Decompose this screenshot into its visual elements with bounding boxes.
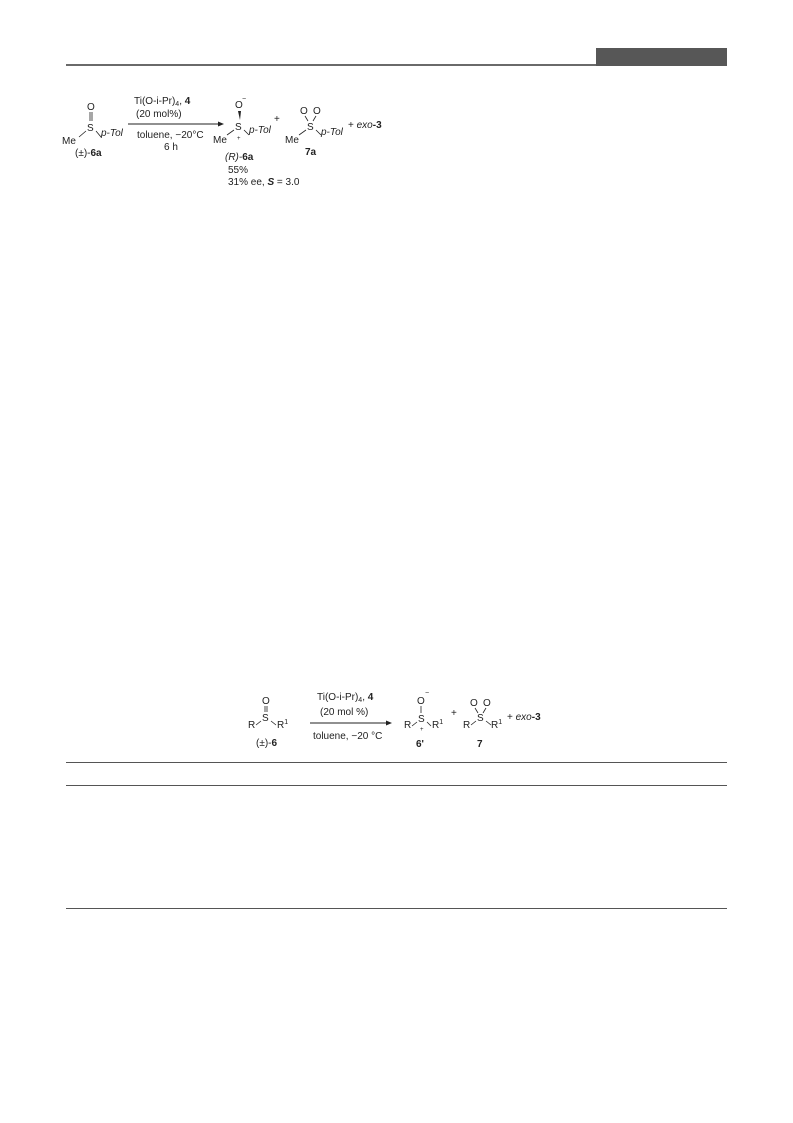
product-label: (R)-6a <box>225 152 254 163</box>
product-oxygen: O <box>235 100 243 111</box>
reagent-solvent: toluene, −20 °C <box>313 731 383 742</box>
reaction-scheme-2 <box>240 686 570 758</box>
reactant-sulfur: S <box>262 713 269 724</box>
reagent-time: 6 h <box>164 142 178 153</box>
product-charge-plus: + <box>237 136 241 142</box>
s-r1-bond <box>271 721 276 725</box>
reaction-scheme-2-svg <box>240 686 570 758</box>
product-charge-minus: − <box>242 96 247 103</box>
table-top-rule <box>66 762 727 763</box>
sulfone-oxygen-2: O <box>313 106 321 117</box>
product-ee: 31% ee, S = 3.0 <box>228 177 300 188</box>
reactant-me: Me <box>62 136 76 147</box>
product-charge-minus: − <box>425 690 430 697</box>
reactant-r: R <box>248 720 256 731</box>
sulfone-label: 7 <box>477 739 483 750</box>
sulfone-sulfur: S <box>307 122 314 133</box>
reactant-oxygen: O <box>87 102 95 113</box>
sulfone-label: 7a <box>305 147 317 158</box>
reaction-scheme-1 <box>60 88 400 200</box>
product-sulfur: S <box>418 714 425 725</box>
product-ptol: p-Tol <box>249 125 271 136</box>
reagent-catalyst: $Ti(O-i-Pr)_4$, 4 <box>134 96 191 108</box>
byproduct: + exo-3 <box>348 120 382 131</box>
product-sulfur: S <box>235 122 242 133</box>
sulfone-sulfur: S <box>477 713 484 724</box>
reagent-loading: (20 mol%) <box>136 109 182 120</box>
reactant-label: (±)-6a <box>75 148 102 159</box>
sulfone-r: R <box>463 720 471 731</box>
plus-sign: + <box>451 708 457 719</box>
reactant-r1: $R^1$ <box>277 719 289 731</box>
reaction-arrow-head <box>218 122 224 127</box>
sulfone-r-bond <box>471 721 476 725</box>
s-me-bond <box>79 131 86 137</box>
reaction-arrow-head <box>386 721 392 726</box>
header-tab <box>596 48 727 66</box>
sulfone-ptol: p-Tol <box>321 127 343 138</box>
product-yield: 55% <box>228 165 249 176</box>
product-s-r1-bond <box>427 722 431 726</box>
sulfone-oxygen-1: O <box>300 106 308 117</box>
reagent-solvent: toluene, −20°C <box>137 130 204 141</box>
product-oxygen: O <box>417 696 425 707</box>
reagent-catalyst: $Ti(O-i-Pr)_4$, 4 <box>317 692 374 704</box>
sulfone-oxygen-1: O <box>470 698 478 709</box>
sulfone-oxygen-2: O <box>483 698 491 709</box>
wedge-bond <box>238 111 241 120</box>
product-label: 6' <box>416 739 424 750</box>
reactant-ptol: p-Tol <box>101 128 123 139</box>
sulfone-r1: $R^1$ <box>491 719 503 731</box>
table-bottom-rule <box>66 908 727 909</box>
sulfone-me: Me <box>285 135 299 146</box>
s-r-bond <box>256 721 261 725</box>
reaction-scheme-1-svg <box>60 88 400 200</box>
product-s-r-bond <box>412 722 417 726</box>
table-header-rule <box>66 785 727 786</box>
reagent-loading: (20 mol %) <box>320 707 369 718</box>
product-charge-plus: + <box>420 727 424 733</box>
reactant-sulfur: S <box>87 123 94 134</box>
product-r: R <box>404 720 412 731</box>
plus-sign: + <box>274 114 280 125</box>
sulfone-me-bond <box>299 130 306 135</box>
reactant-label: (±)-6 <box>256 738 278 749</box>
product-me: Me <box>213 135 227 146</box>
product-s-me-bond <box>227 130 234 135</box>
product-r1: $R^1$ <box>432 719 444 731</box>
reactant-oxygen: O <box>262 696 270 707</box>
byproduct: + exo-3 <box>507 712 541 723</box>
